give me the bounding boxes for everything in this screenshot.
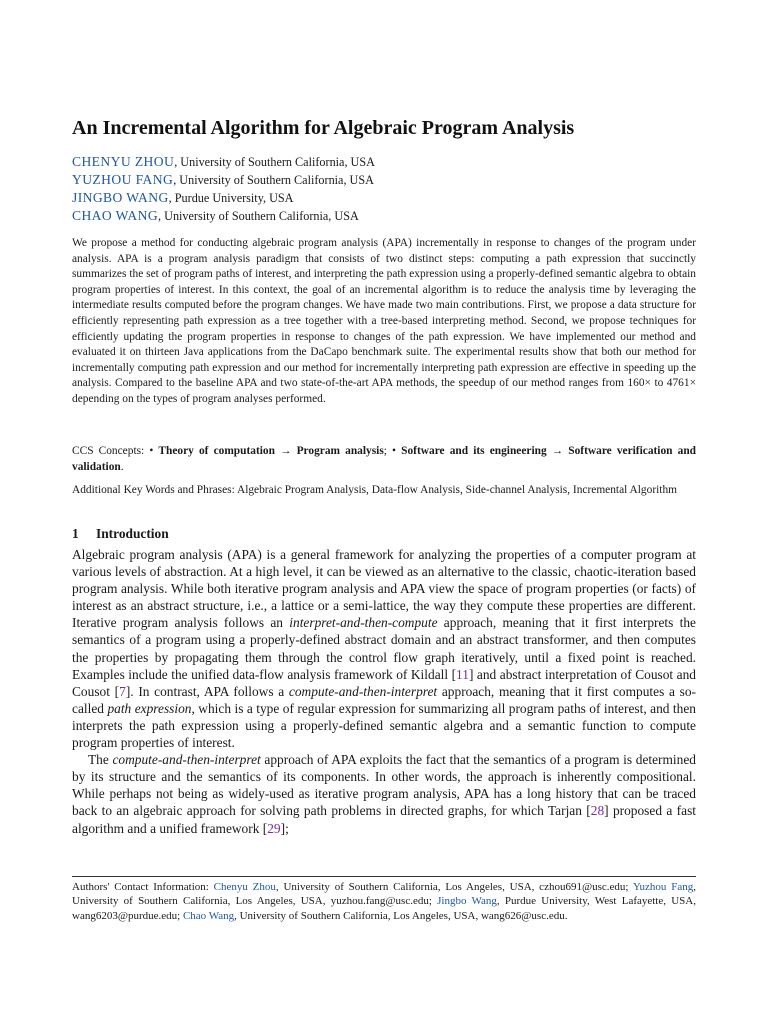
emphasis: compute-and-then-interpret — [112, 752, 261, 768]
text-run: Algebraic program analysis (APA) is a general framework for analyzing the properties of a computer program at various levels of abstraction. At a high level, it can be viewed as an alternative to the classic, chaotic-iteration based program analysis. While both iterative program analysis and APA view the space of program properties (or facts) of interest as an abstract structure, i.e., a lattice or a semi-lattice, the way they compute these properties are different. Iterative program analysis follows an — [72, 547, 696, 631]
footnote-contact — [72, 880, 696, 923]
emphasis: interpret-and-then-compute — [289, 615, 438, 631]
author-list — [72, 153, 712, 225]
author-link[interactable]: Yuzhou Fang — [632, 881, 694, 893]
ccs-end: . — [120, 460, 124, 473]
text-run: approach, meaning that it first computes a so-called — [72, 683, 696, 716]
author-name[interactable]: YUZHOU FANG — [72, 172, 174, 187]
citation-link[interactable]: 29 — [267, 820, 281, 836]
text-run: approach of APA exploits the fact that the semantics of a program is determined by its structure and the semantics of its components. In other words, the approach is inherently compositional. While perhaps not being as widely-used as iterative program analysis, APA has a long history that can be traced back to an algebraic approach for solving path problems in directed graphs, for which Tarjan [ — [72, 752, 696, 819]
ccs-separator: ; • — [383, 445, 402, 457]
emphasis: path expression — [107, 700, 192, 716]
author-name[interactable]: CHAO WANG — [72, 208, 159, 223]
text-run: , University of Southern California, Los Angeles, USA, czhou691@usc.edu; — [275, 881, 633, 893]
ccs-concept-1: Theory of computation — [158, 445, 275, 457]
author-entry — [72, 153, 712, 171]
intro-paragraph-2 — [72, 751, 696, 836]
citation-link[interactable]: 28 — [590, 803, 605, 819]
text-run: Authors' Contact Information: — [72, 881, 214, 893]
author-name[interactable]: CHENYU ZHOU — [72, 154, 175, 169]
intro-paragraph-1 — [72, 546, 696, 751]
text-run: ] and abstract interpretation of Cousot and Cousot [ — [72, 666, 696, 699]
ccs-concepts — [72, 444, 696, 475]
author-link[interactable]: Jingbo Wang — [437, 895, 497, 908]
ccs-prefix: CCS Concepts: • — [72, 445, 159, 457]
author-entry — [72, 171, 712, 189]
author-link[interactable]: Chenyu Zhou — [213, 881, 276, 893]
author-entry — [72, 207, 712, 225]
author-entry — [72, 189, 712, 207]
ccs-arrow-2: → — [546, 445, 569, 457]
intro-body — [72, 546, 696, 837]
text-run: ] proposed a fast algorithm and a unified framework [ — [72, 803, 697, 836]
ccs-arrow-1: → — [274, 445, 297, 457]
author-link[interactable]: Chao Wang — [182, 909, 235, 922]
author-affiliation: , University of Southern California, USA — [158, 209, 359, 223]
ccs-concept-4: Software verification and validation — [72, 445, 696, 473]
text-run: The — [88, 752, 113, 768]
keywords: Additional Key Words and Phrases: Algebraic Program Analysis, Data-flow Analysis, Side-channel Analysis, Incremental Algorithm — [72, 484, 677, 496]
author-affiliation: , University of Southern California, USA — [174, 155, 375, 169]
citation-link[interactable]: 11 — [456, 666, 469, 682]
text-run: , University of Southern California, Los Angeles, USA, wang626@usc.edu. — [234, 909, 568, 922]
ccs-concept-2: Program analysis — [296, 445, 384, 457]
section-number: 1 — [72, 526, 79, 541]
text-run: , Purdue University, West Lafayette, USA, wang6203@purdue.edu; — [72, 895, 696, 922]
text-run: , University of Southern California, Los Angeles, USA, yuzhou.fang@usc.edu; — [72, 881, 696, 908]
text-run: ]. In contrast, APA follows a — [125, 683, 289, 699]
abstract: We propose a method for conducting algebraic program analysis (APA) incrementally in response to changes of the program under analysis. APA is a program analysis paradigm that consists of two distinct steps: computing a path expression that succinctly summarizes the set of program paths of interest, and interpreting the path expression using a properly-defined semantic algebra to obtain program properties of interest. In this context, the goal of an incremental algorithm is to reduce the analysis time by leveraging the intermediate results computed before the program changes. We have made two main contributions. First, we propose a data structure for efficiently representing path expression as a tree together with a tree-based interpreting method. Second, we propose techniques for efficiently updating the program properties in response to changes of the path expression. We have implemented our method and evaluated it on thirteen Java applications from the DaCapo benchmark suite. The experimental results show that both our method for incrementally computing path expression and our method for incrementally interpreting path expression are effective in speeding up the analysis. Compared to the baseline APA and two state-of-the-art APA methods, the speedup of our method ranges from 160× to 4761× depending on the types of program analyses performed. — [72, 237, 696, 405]
section-heading — [72, 525, 696, 543]
footnote-rule — [72, 876, 696, 877]
emphasis: compute-and-then-interpret — [288, 683, 438, 699]
ccs-concept-3: Software and its engineering — [401, 445, 547, 457]
section-title: Introduction — [96, 526, 169, 541]
text-run: approach, meaning that it first interprets the semantics of a program using a properly-defined abstract domain and an abstract transformer, and then computes the properties by propagating them through the control flow graph iteratively, until a fixed point is reached. Examples include the unified data-flow analysis framework of Kildall [ — [72, 615, 696, 682]
author-affiliation: , University of Southern California, USA — [173, 173, 374, 187]
text-run: , which is a type of regular expression for summarizing all program paths of interest, and then interprets the path expression using a properly-defined semantic algebra and a semantic function to compute program properties of interest. — [72, 700, 696, 751]
text-run: ]; — [280, 820, 289, 836]
author-affiliation: , Purdue University, USA — [168, 191, 294, 205]
paper-title: An Incremental Algorithm for Algebraic Program Analysis — [72, 117, 575, 139]
author-name[interactable]: JINGBO WANG — [72, 190, 169, 205]
citation-link[interactable]: 7 — [119, 683, 126, 699]
